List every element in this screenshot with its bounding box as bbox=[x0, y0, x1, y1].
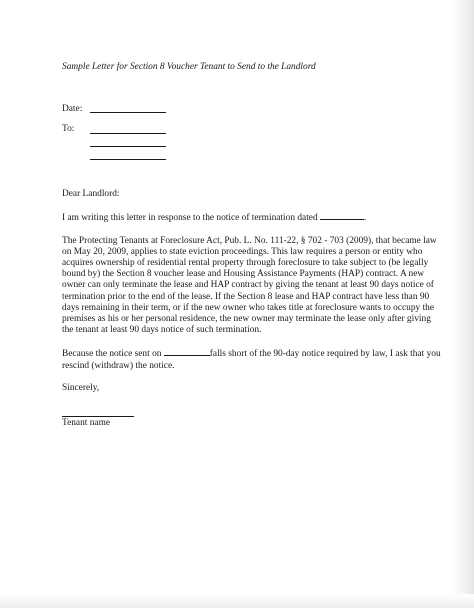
termination-date-blank bbox=[320, 211, 364, 220]
date-blank-line bbox=[90, 103, 166, 113]
paragraph-1-end: . bbox=[364, 213, 367, 224]
to-blank-line-1 bbox=[90, 124, 166, 134]
page-edge-shadow bbox=[452, 0, 474, 608]
signature-label: Tenant name bbox=[62, 418, 111, 429]
spacer bbox=[62, 172, 442, 189]
paragraph-3-start: Because the notice sent on bbox=[62, 349, 162, 360]
date-label: Date: bbox=[62, 104, 83, 114]
paragraph-1 bbox=[62, 211, 442, 224]
paragraph-2: The Protecting Tenants at Foreclosure Act, Pub. L. No. 111-22, § 702 - 703 (2009), that became law on May 20, 2009, applies to state eviction proceedings. This law requires a person or entity who acquires ownership of residential rental property through foreclosure to take subject to (be legally bound by) the Section 8 voucher lease and Housing Assistance Payments (HAP) contract. A new owner can only terminate the lease and HAP contract by giving the tenant at least 90 days notice of termination prior to the end of the lease. If the Section 8 lease and HAP contract have less than 90 days remaining in their term, or if the new owner who takes title at foreclosure wants to occupy the premises as his or her personal residence, the new owner may terminate the lease only after giving the tenant at least 90 days notice of such termination. bbox=[62, 235, 437, 336]
paragraph-3 bbox=[62, 347, 442, 371]
to-label: To: bbox=[62, 124, 75, 135]
salutation: Dear Landlord: bbox=[62, 189, 120, 200]
date-field-row bbox=[62, 103, 442, 115]
notice-date-blank bbox=[164, 347, 210, 356]
closing: Sincerely, bbox=[62, 382, 100, 393]
page-bottom-shadow bbox=[0, 594, 474, 608]
paragraph-1-text: I am writing this letter in response to the notice of termination dated bbox=[62, 213, 318, 224]
to-blank-line-3 bbox=[90, 150, 166, 160]
to-address-lines bbox=[90, 124, 166, 163]
letter-body bbox=[62, 62, 442, 429]
letter-title: Sample Letter for Section 8 Voucher Tenant to Send to the Landlord bbox=[62, 62, 316, 72]
to-blank-line-2 bbox=[90, 137, 166, 147]
to-field-row bbox=[62, 124, 442, 163]
paragraph-3-end: falls short of the 90-day notice required by law, I ask that you rescind (withdraw) the notice. bbox=[62, 349, 441, 371]
signature-line bbox=[62, 406, 134, 417]
